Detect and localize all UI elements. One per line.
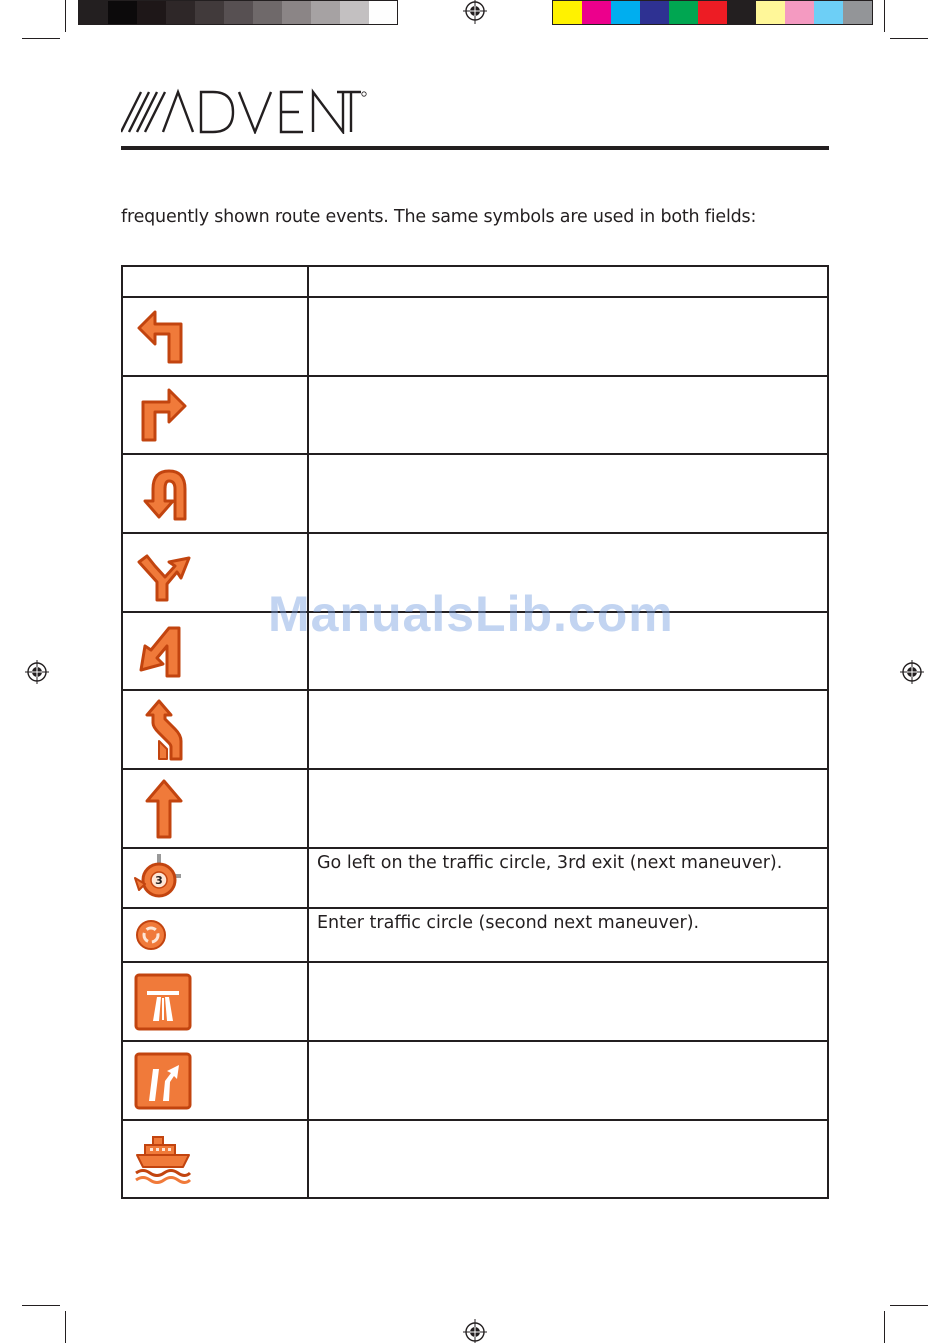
color-swatch (785, 1, 814, 24)
description-cell (308, 454, 828, 533)
gray-swatch (282, 1, 311, 24)
icon-cell (122, 454, 308, 533)
watermark: ManualsLib.com (268, 586, 674, 642)
table-row (122, 1041, 828, 1120)
crop-mark (890, 1305, 928, 1306)
crop-mark (22, 1305, 60, 1306)
fork-right-icon (135, 542, 195, 604)
crop-mark (22, 38, 60, 39)
icon-cell (122, 376, 308, 454)
description-text (317, 298, 827, 302)
icon-cell (122, 1041, 308, 1120)
gray-swatch-strip (78, 0, 398, 25)
gray-swatch (340, 1, 369, 24)
motorway-icon (133, 972, 193, 1032)
table-row (122, 908, 828, 962)
table-row (122, 376, 828, 454)
description-cell (308, 690, 828, 769)
straight-ahead-icon (135, 777, 195, 841)
roundabout-exit-3-icon (133, 852, 185, 904)
color-swatch (756, 1, 785, 24)
description-cell (308, 376, 828, 454)
header-cell-description (308, 266, 828, 297)
icon-cell (122, 769, 308, 848)
gray-swatch (137, 1, 166, 24)
description-cell (308, 848, 828, 908)
color-swatch (553, 1, 582, 24)
gray-swatch (195, 1, 224, 24)
table-row (122, 297, 828, 376)
keep-left-icon (135, 697, 195, 763)
color-swatch (843, 1, 872, 24)
table-row (122, 1120, 828, 1198)
table-row (122, 962, 828, 1041)
gray-swatch (224, 1, 253, 24)
icon-cell (122, 1120, 308, 1198)
icon-cell (122, 848, 308, 908)
description-cell (308, 908, 828, 962)
crop-mark (65, 0, 66, 32)
crop-mark (884, 1311, 885, 1343)
description-text (317, 377, 827, 381)
icon-cell (122, 962, 308, 1041)
registration-mark-icon (25, 660, 49, 684)
description-cell (308, 962, 828, 1041)
color-swatch (640, 1, 669, 24)
icon-cell (122, 297, 308, 376)
color-swatch (582, 1, 611, 24)
description-text (317, 963, 827, 967)
icon-cell (122, 690, 308, 769)
description-cell (308, 297, 828, 376)
table-row (122, 454, 828, 533)
gray-swatch (253, 1, 282, 24)
description-cell (308, 769, 828, 848)
description-text: Enter traffic circle (second next maneuver). (317, 913, 700, 933)
description-text (317, 1121, 827, 1125)
description-cell (308, 1041, 828, 1120)
roundabout-small-icon (134, 915, 174, 955)
registration-mark-icon (900, 660, 924, 684)
exit-motorway-icon (133, 1051, 193, 1111)
sharp-left-icon (135, 620, 195, 682)
route-events-table (121, 265, 829, 1199)
ferry-icon (133, 1133, 193, 1185)
gray-swatch (369, 1, 397, 24)
gray-swatch (79, 1, 108, 24)
table-row (122, 690, 828, 769)
description-cell (308, 1120, 828, 1198)
color-swatch (611, 1, 640, 24)
description-text (317, 1042, 827, 1046)
turn-right-icon (135, 384, 195, 446)
icon-cell (122, 908, 308, 962)
crop-mark (890, 38, 928, 39)
intro-paragraph: frequently shown route events. The same symbols are used in both fields: (121, 207, 757, 227)
gray-swatch (311, 1, 340, 24)
color-swatch-strip (552, 0, 873, 25)
registration-mark-icon (463, 1319, 487, 1343)
color-swatch (727, 1, 756, 24)
exit-number-badge: 3 (155, 874, 163, 887)
description-text: Go left on the traffic circle, 3rd exit (next maneuver). (317, 853, 783, 873)
turn-left-icon (135, 306, 195, 368)
table-header-row (122, 266, 828, 297)
color-swatch (814, 1, 843, 24)
gray-swatch (108, 1, 137, 24)
crop-mark (884, 0, 885, 32)
gray-swatch (166, 1, 195, 24)
header-cell-symbol (122, 266, 308, 297)
table-row (122, 848, 828, 908)
description-text (317, 455, 827, 459)
description-text (317, 770, 827, 774)
advent-logo (121, 88, 369, 134)
header-rule (121, 146, 829, 150)
color-swatch (698, 1, 727, 24)
description-text (317, 534, 827, 538)
registration-mark-icon (463, 0, 487, 24)
table-row (122, 769, 828, 848)
color-swatch (669, 1, 698, 24)
crop-mark (65, 1311, 66, 1343)
u-turn-icon (133, 463, 193, 525)
description-text (317, 691, 827, 695)
